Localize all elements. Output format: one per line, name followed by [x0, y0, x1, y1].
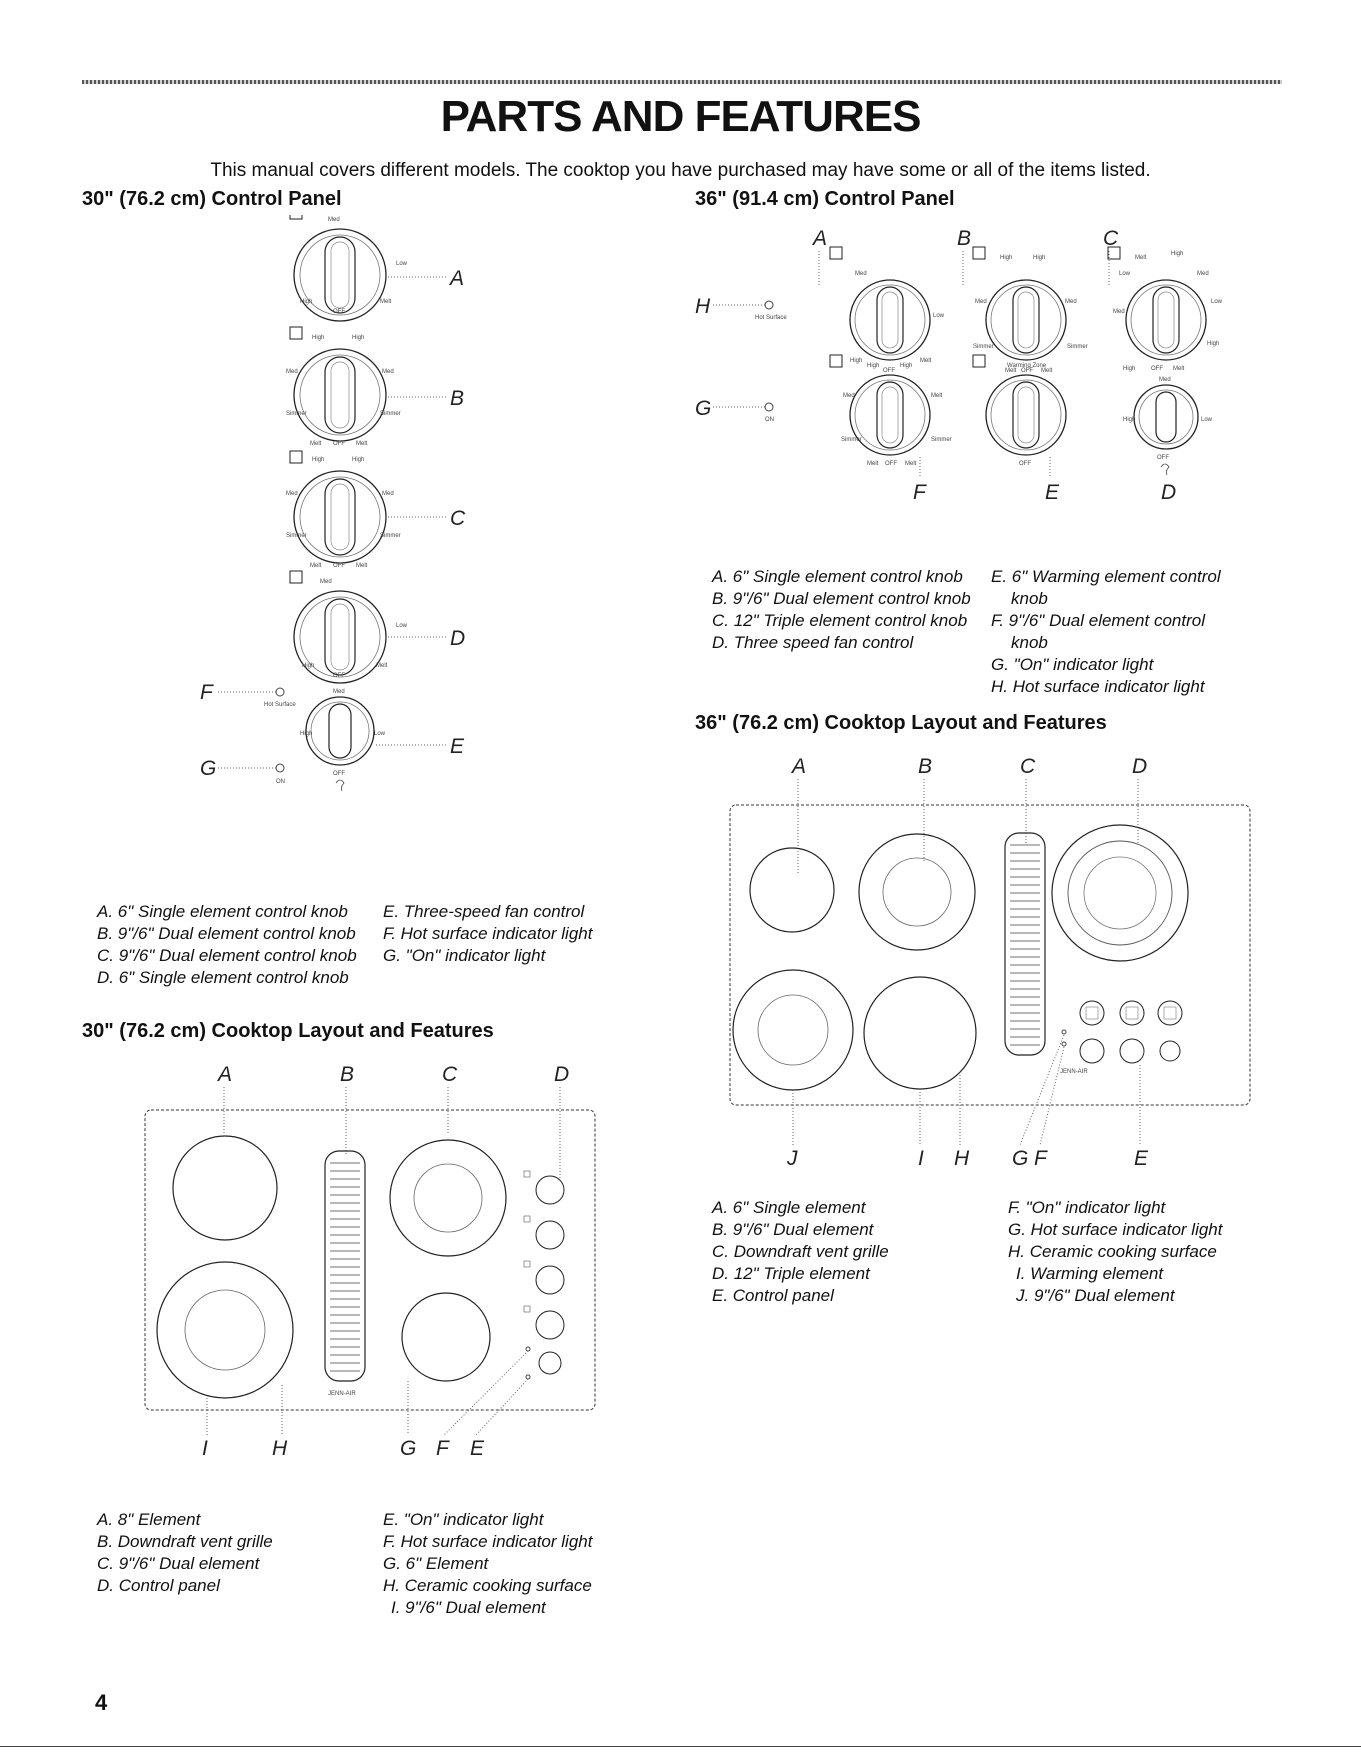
dual-element-c-30 — [390, 1140, 506, 1256]
knob-text: OFF — [1151, 366, 1163, 372]
caption: B. 9"/6" Dual element control knob — [712, 589, 971, 608]
knob-text: Melt — [905, 461, 917, 467]
captions-30-layout-left — [97, 1509, 273, 1597]
knob-text: Melt — [376, 663, 388, 669]
caption: D. Three speed fan control — [712, 633, 914, 652]
knob-text: Low — [1211, 299, 1223, 305]
callout-letter: E — [1134, 1147, 1149, 1170]
callout-letter: G — [1012, 1147, 1029, 1170]
knob-text: Simmer — [286, 411, 307, 417]
heading-36-cooktop-layout: 36" (76.2 cm) Cooktop Layout and Features — [695, 712, 1107, 734]
hot-surface-light-icon — [526, 1347, 530, 1351]
element-indicator-icon — [830, 355, 842, 367]
knob-text: Low — [396, 261, 408, 267]
callout-letter: H — [695, 295, 711, 318]
knob-text: High — [1000, 255, 1013, 261]
knob-text: High — [1033, 255, 1046, 261]
page-title: PARTS AND FEATURES — [440, 92, 921, 141]
dual-element-j-36 — [733, 970, 853, 1090]
caption: D. 12" Triple element — [712, 1264, 870, 1283]
knob-text: Simmer — [380, 533, 401, 539]
knob-text: High — [850, 358, 863, 364]
callout-letter: D — [1161, 481, 1177, 504]
heading-30-cooktop-layout: 30" (76.2 cm) Cooktop Layout and Features — [82, 1020, 494, 1042]
callout-letter: E — [470, 1437, 485, 1460]
bottom-rule — [0, 1746, 1361, 1747]
knob-text: Med — [1197, 271, 1209, 277]
top-decorative-rule — [82, 80, 1282, 84]
indicator-f-30 — [200, 681, 296, 708]
brand-logo-text: JENN-AIR — [328, 1391, 356, 1397]
knob-text: Med — [286, 369, 298, 375]
heading-30-control-panel: 30" (76.2 cm) Control Panel — [82, 188, 342, 210]
knob-text: Med — [1113, 309, 1125, 315]
caption: F. "On" indicator light — [1008, 1198, 1166, 1217]
diagram-36-control-panel — [695, 215, 1255, 555]
knob-text: High — [1123, 417, 1136, 423]
knob-d-36-fan — [1123, 377, 1213, 475]
knob-text: Warming Zone — [1007, 363, 1047, 369]
callout-letter: E — [450, 735, 465, 758]
element-indicator-icon — [973, 355, 985, 367]
on-light-icon — [526, 1375, 530, 1379]
hot-surface-light-icon — [765, 301, 773, 309]
captions-36-panel-left — [712, 566, 971, 654]
knob-text: OFF — [333, 771, 345, 777]
knob-text: Simmer — [380, 411, 401, 417]
on-light-icon — [765, 403, 773, 411]
knob-a-36 — [830, 247, 945, 374]
knob-text: Med — [320, 579, 332, 585]
knob-text: OFF — [333, 309, 345, 315]
caption: knob — [1011, 633, 1048, 652]
caption: D. Control panel — [97, 1576, 220, 1595]
dual-element-i-30 — [157, 1262, 293, 1398]
knob-text: OFF — [333, 673, 345, 679]
captions-36-layout-left — [712, 1197, 889, 1307]
captions-30-layout-right — [383, 1509, 592, 1619]
knob-text: Melt — [1173, 366, 1185, 372]
caption: A. 6" Single element control knob — [97, 902, 348, 921]
knob-text: Med — [328, 217, 340, 223]
caption: E. "On" indicator light — [383, 1510, 544, 1529]
indicator-g-36 — [695, 397, 774, 423]
knob-text: High — [1123, 366, 1136, 372]
diagram-30-control-panel — [190, 215, 590, 895]
knob-text: Melt — [310, 563, 322, 569]
caption: C. Downdraft vent grille — [712, 1242, 889, 1261]
caption: E. Control panel — [712, 1286, 834, 1305]
callout-letter: I — [202, 1437, 208, 1460]
knob-text: High — [312, 335, 325, 341]
callout-letter: B — [340, 1063, 355, 1086]
control-panel-d-30 — [524, 1171, 564, 1374]
callout-letter: B — [957, 227, 972, 250]
knob-a-30 — [290, 215, 464, 321]
callout-letter: F — [1034, 1147, 1047, 1170]
element-indicator-icon — [830, 247, 842, 259]
callout-letter: G — [695, 397, 712, 420]
caption: F. Hot surface indicator light — [383, 924, 593, 943]
knob-text: High — [312, 457, 325, 463]
downdraft-vent-grille-36 — [1005, 833, 1045, 1055]
knob-text: Melt — [1135, 255, 1147, 261]
caption: C. 9"/6" Dual element — [97, 1554, 260, 1573]
knob-text: Simmer — [973, 344, 994, 350]
caption: J. 9"/6" Dual element — [1016, 1286, 1175, 1305]
control-panel-e-36 — [1080, 1001, 1182, 1063]
caption: knob — [1011, 589, 1048, 608]
brand-logo-text: JENN-AIR — [1060, 1069, 1088, 1075]
downdraft-vent-grille-30 — [325, 1151, 365, 1381]
knob-text: Melt — [356, 563, 368, 569]
knob-text: ON — [276, 779, 285, 785]
knob-e-30-fan — [300, 689, 465, 791]
caption: B. Downdraft vent grille — [97, 1532, 273, 1551]
page-number: 4 — [95, 1690, 108, 1715]
callout-letter: F — [913, 481, 926, 504]
callout-letter: A — [450, 267, 465, 290]
diagram-36-cooktop-layout — [720, 745, 1260, 1185]
callout-letter: J — [787, 1147, 798, 1170]
knob-text: OFF — [883, 368, 895, 374]
knob-c-36 — [1108, 247, 1223, 372]
caption: C. 9"/6" Dual element control knob — [97, 946, 357, 965]
knob-text: Melt — [1005, 368, 1017, 374]
caption: A. 6" Single element control knob — [712, 567, 963, 586]
element-indicator-icon — [290, 451, 302, 463]
knob-text: Melt — [356, 441, 368, 447]
knob-text: OFF — [885, 461, 897, 467]
callout-letter: H — [272, 1437, 288, 1460]
knob-text: Melt — [1041, 368, 1053, 374]
indicator-g-30 — [200, 757, 285, 785]
caption: H. Hot surface indicator light — [991, 677, 1205, 696]
caption: B. 9"/6" Dual element — [712, 1220, 874, 1239]
knob-text: Low — [1201, 417, 1213, 423]
knob-text: Melt — [931, 393, 943, 399]
caption: B. 9"/6" Dual element control knob — [97, 924, 356, 943]
knob-text: OFF — [1157, 455, 1169, 461]
caption: G. Hot surface indicator light — [1008, 1220, 1223, 1239]
knob-text: Med — [382, 369, 394, 375]
knob-text: Med — [1065, 299, 1077, 305]
knob-text: Med — [333, 689, 345, 695]
knob-text: Hot Surface — [264, 702, 296, 708]
knob-text: Simmer — [931, 437, 952, 443]
captions-36-panel-right — [991, 566, 1221, 698]
caption: E. Three-speed fan control — [383, 902, 585, 921]
callout-letter: C — [1020, 755, 1036, 778]
callout-letter: G — [200, 757, 217, 780]
captions-30-panel-right — [383, 901, 592, 967]
knob-text: Hot Surface — [755, 315, 787, 321]
caption: E. 6" Warming element control — [991, 567, 1221, 586]
caption: I. Warming element — [1016, 1264, 1164, 1283]
knob-text: High — [300, 731, 313, 737]
knob-text: Simmer — [286, 533, 307, 539]
knob-text: High — [352, 335, 365, 341]
caption: F. Hot surface indicator light — [383, 1532, 593, 1551]
heading-36-control-panel: 36" (91.4 cm) Control Panel — [695, 188, 955, 210]
knob-text: Low — [933, 313, 945, 319]
caption: H. Ceramic cooking surface — [383, 1576, 592, 1595]
knob-text: High — [1207, 341, 1220, 347]
hot-surface-light-icon — [1062, 1042, 1066, 1046]
knob-text: High — [900, 363, 913, 369]
callout-letter: F — [200, 681, 213, 704]
callout-letter: F — [436, 1437, 449, 1460]
knob-text: Med — [843, 393, 855, 399]
element-indicator-icon — [290, 571, 302, 583]
callout-letter: E — [1045, 481, 1060, 504]
fan-icon — [336, 780, 344, 791]
knob-text: Simmer — [841, 437, 862, 443]
element-g-30 — [402, 1293, 490, 1381]
knob-text: High — [302, 663, 315, 669]
callout-letter: A — [218, 1063, 233, 1086]
knob-text: Simmer — [1067, 344, 1088, 350]
knob-text: Melt — [920, 358, 932, 364]
knob-text: OFF — [1019, 461, 1031, 467]
callout-letter: D — [450, 627, 466, 650]
knob-text: Melt — [380, 299, 392, 305]
callout-letter: B — [918, 755, 933, 778]
knob-text: Med — [855, 271, 867, 277]
cooktop-surface-30 — [145, 1110, 595, 1410]
triple-element-d-36 — [1052, 825, 1188, 961]
knob-text: High — [1171, 251, 1184, 257]
caption: D. 6" Single element control knob — [97, 968, 349, 987]
caption: F. 9"/6" Dual element control — [991, 611, 1205, 630]
callout-letter: D — [1132, 755, 1148, 778]
knob-text: Low — [374, 731, 386, 737]
knob-text: Melt — [310, 441, 322, 447]
knob-text: OFF — [333, 441, 345, 447]
caption: G. "On" indicator light — [991, 655, 1154, 674]
knob-text: OFF — [1021, 368, 1033, 374]
caption: H. Ceramic cooking surface — [1008, 1242, 1217, 1261]
hot-surface-light-icon — [276, 688, 284, 696]
callout-letter: C — [1103, 227, 1119, 250]
knob-text: ON — [765, 417, 774, 423]
knob-text: High — [352, 457, 365, 463]
indicator-h-36 — [695, 295, 787, 321]
knob-text: High — [300, 299, 313, 305]
on-light-icon — [276, 764, 284, 772]
captions-36-layout-right — [1008, 1197, 1222, 1307]
knob-text: Med — [286, 491, 298, 497]
callout-letter: I — [918, 1147, 924, 1170]
callout-letter: B — [450, 387, 465, 410]
caption: G. 6" Element — [383, 1554, 489, 1573]
callout-letter: A — [813, 227, 828, 250]
captions-30-panel-left — [97, 901, 357, 989]
fan-icon — [1161, 464, 1169, 475]
element-a-30 — [173, 1136, 277, 1240]
element-indicator-icon — [973, 247, 985, 259]
caption: A. 6" Single element — [712, 1198, 866, 1217]
knob-text: Melt — [867, 461, 879, 467]
knob-text: Med — [382, 491, 394, 497]
knob-text: Low — [396, 623, 408, 629]
callout-letter: A — [792, 755, 807, 778]
knob-text: High — [867, 363, 880, 369]
dual-element-b-36 — [859, 834, 975, 950]
caption: A. 8" Element — [97, 1510, 201, 1529]
caption: G. "On" indicator light — [383, 946, 546, 965]
caption: I. 9"/6" Dual element — [391, 1598, 546, 1617]
single-element-a-36 — [750, 848, 834, 932]
callout-letter: H — [954, 1147, 970, 1170]
knob-d-30 — [290, 571, 465, 683]
diagram-30-cooktop-layout — [130, 1055, 610, 1495]
knob-b-30 — [286, 327, 464, 447]
intro-text: This manual covers different models. The cooktop you have purchased may have some or all of the items listed. — [210, 160, 1151, 181]
callout-letter: G — [400, 1437, 417, 1460]
callout-letter: C — [442, 1063, 458, 1086]
callout-letter: D — [554, 1063, 570, 1086]
element-indicator-icon — [290, 215, 302, 219]
caption: C. 12" Triple element control knob — [712, 611, 968, 630]
callout-letter: C — [450, 507, 466, 530]
warming-element-i-36 — [864, 977, 976, 1089]
element-indicator-icon — [290, 327, 302, 339]
knob-text: Med — [1159, 377, 1171, 383]
knob-text: Med — [975, 299, 987, 305]
knob-c-30 — [286, 451, 466, 569]
knob-text: Low — [1119, 271, 1131, 277]
knob-text: OFF — [333, 563, 345, 569]
knob-b-36 — [973, 247, 1088, 374]
on-light-icon — [1062, 1030, 1066, 1034]
